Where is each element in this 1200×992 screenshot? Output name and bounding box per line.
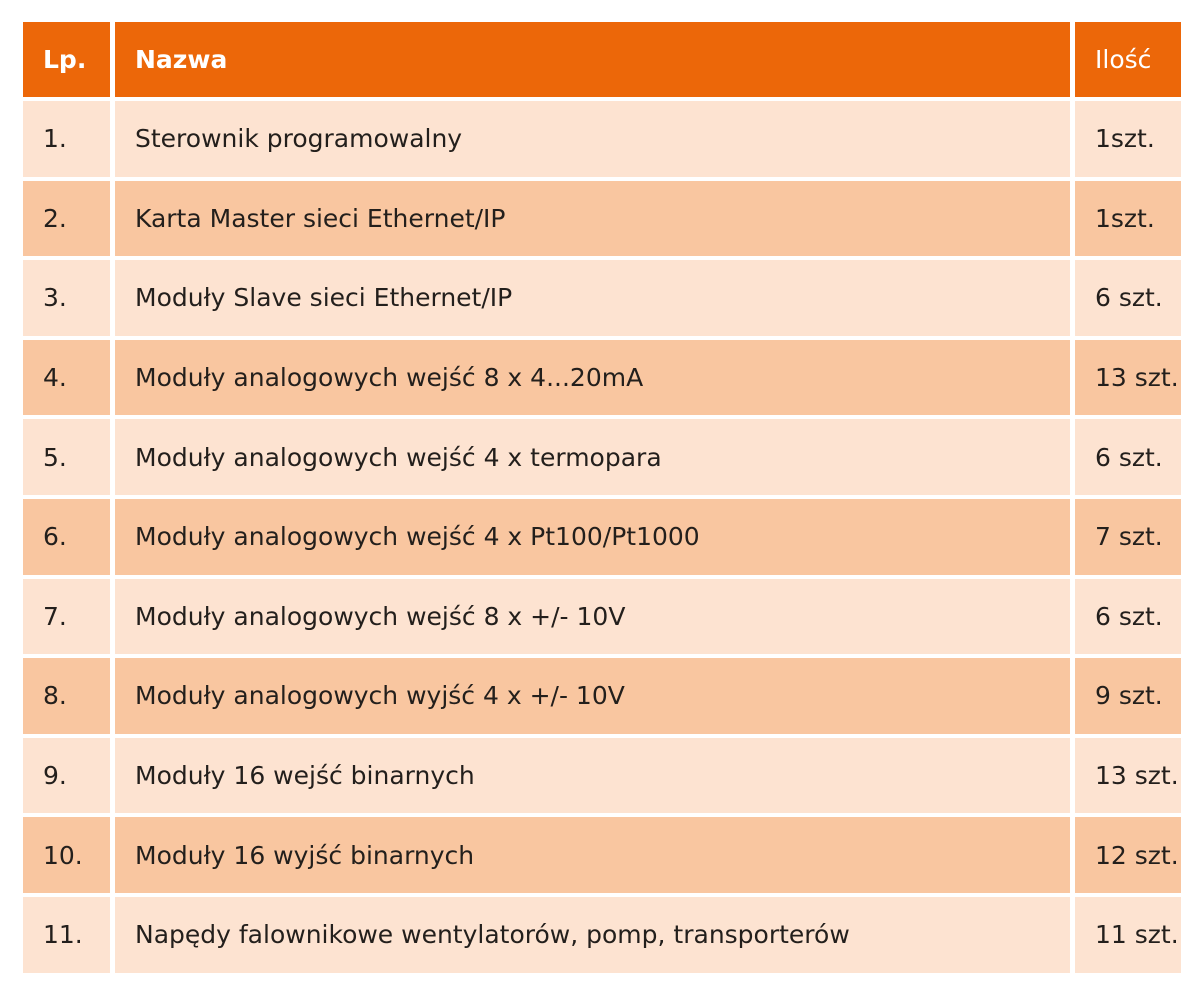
row-lp: 8. bbox=[23, 658, 110, 734]
table-header bbox=[23, 22, 1181, 97]
row-qty: 9 szt. bbox=[1075, 658, 1181, 734]
header-name: Nazwa bbox=[115, 22, 1070, 97]
row-name: Moduły analogowych wejść 4 x Pt100/Pt1000 bbox=[115, 499, 1070, 575]
row-name: Moduły 16 wejść binarnych bbox=[115, 738, 1070, 814]
row-lp: 2. bbox=[23, 181, 110, 257]
table-row bbox=[23, 738, 1181, 814]
row-name: Moduły analogowych wejść 8 x 4...20mA bbox=[115, 340, 1070, 416]
row-lp: 3. bbox=[23, 260, 110, 336]
header-lp: Lp. bbox=[23, 22, 110, 97]
row-name: Moduły Slave sieci Ethernet/IP bbox=[115, 260, 1070, 336]
row-name: Moduły analogowych wejść 4 x termopara bbox=[115, 419, 1070, 495]
table-row bbox=[23, 817, 1181, 893]
table-row bbox=[23, 658, 1181, 734]
row-lp: 6. bbox=[23, 499, 110, 575]
row-name: Moduły 16 wyjść binarnych bbox=[115, 817, 1070, 893]
table-row bbox=[23, 579, 1181, 655]
row-name: Moduły analogowych wyjść 4 x +/- 10V bbox=[115, 658, 1070, 734]
row-qty: 12 szt. bbox=[1075, 817, 1181, 893]
row-lp: 11. bbox=[23, 897, 110, 973]
row-qty: 13 szt. bbox=[1075, 340, 1181, 416]
header-qty: Ilość bbox=[1075, 22, 1181, 97]
components-table bbox=[23, 22, 1181, 977]
row-lp: 9. bbox=[23, 738, 110, 814]
row-name: Sterownik programowalny bbox=[115, 101, 1070, 177]
row-lp: 7. bbox=[23, 579, 110, 655]
table-row bbox=[23, 260, 1181, 336]
row-name: Karta Master sieci Ethernet/IP bbox=[115, 181, 1070, 257]
table-row bbox=[23, 419, 1181, 495]
table-row bbox=[23, 101, 1181, 177]
row-lp: 4. bbox=[23, 340, 110, 416]
row-qty: 6 szt. bbox=[1075, 260, 1181, 336]
row-qty: 6 szt. bbox=[1075, 419, 1181, 495]
row-name: Moduły analogowych wejść 8 x +/- 10V bbox=[115, 579, 1070, 655]
row-qty: 1szt. bbox=[1075, 181, 1181, 257]
table-row bbox=[23, 340, 1181, 416]
row-qty: 11 szt. bbox=[1075, 897, 1181, 973]
row-qty: 7 szt. bbox=[1075, 499, 1181, 575]
row-name: Napędy falownikowe wentylatorów, pomp, transporterów bbox=[115, 897, 1070, 973]
row-qty: 6 szt. bbox=[1075, 579, 1181, 655]
row-lp: 10. bbox=[23, 817, 110, 893]
table-row bbox=[23, 181, 1181, 257]
table-row bbox=[23, 499, 1181, 575]
row-qty: 13 szt. bbox=[1075, 738, 1181, 814]
table-row bbox=[23, 897, 1181, 973]
row-lp: 5. bbox=[23, 419, 110, 495]
row-lp: 1. bbox=[23, 101, 110, 177]
row-qty: 1szt. bbox=[1075, 101, 1181, 177]
